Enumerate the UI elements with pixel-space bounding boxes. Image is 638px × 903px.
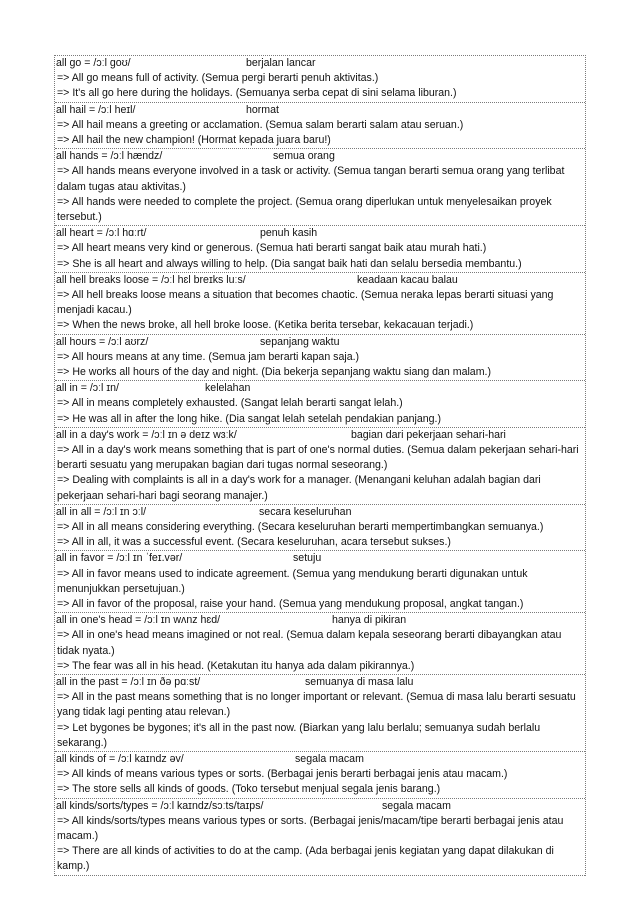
idiom-header (55, 675, 585, 690)
idiom-entry (55, 752, 585, 799)
idiom-example: => When the news broke, all hell broke loose. (Ketika berita tersebar, kekacauan terjadi.) (57, 319, 474, 332)
idiom-term: all in the past = /ɔːl ɪn ðə pɑːst/ (56, 675, 201, 688)
idiom-term: all hands = /ɔːl hændz/ (56, 150, 163, 163)
idiom-term: all in one's head = /ɔːl ɪn wʌnz hɛd/ (56, 614, 221, 627)
idiom-example: => All in all, it was a successful event. (Secara keseluruhan, acara tersebut sukses.) (57, 536, 451, 549)
idiom-term: all kinds/sorts/types = /ɔːl kaɪndz/sɔːts/taɪps/ (56, 799, 264, 812)
idiom-term: all kinds of = /ɔːl kaɪndz əv/ (56, 752, 184, 765)
idiom-entry (55, 675, 585, 752)
idiom-header (55, 428, 585, 443)
idiom-entry (55, 335, 585, 382)
idiom-entry (55, 551, 585, 613)
idiom-meaning: kelelahan (205, 382, 251, 395)
idiom-meaning: semuanya di masa lalu (305, 675, 414, 688)
idiom-entry (55, 226, 585, 273)
idiom-meaning: keadaan kacau balau (357, 273, 458, 286)
idiom-entry (55, 149, 585, 226)
idiom-header (55, 149, 585, 164)
idiom-definition: => All go means full of activity. (Semua pergi berarti penuh aktivitas.) (57, 72, 379, 85)
idiom-definition: => All hands means everyone involved in a task or activity. (Semua tangan berarti semua orang yang terlibat dalam tugas atau aktivitas.) (57, 165, 565, 193)
idiom-example: => He works all hours of the day and night. (Dia bekerja sepanjang waktu siang dan malam.) (57, 365, 491, 378)
idiom-term: all in a day's work = /ɔːl ɪn ə deɪz wɜːk/ (56, 428, 237, 441)
idiom-example: => The store sells all kinds of goods. (Toko tersebut menjual segala jenis barang.) (57, 783, 441, 796)
idiom-entry (55, 428, 585, 505)
idiom-example: => It's all go here during the holidays. (Semuanya serba cepat di sini selama liburan.) (57, 87, 457, 100)
idiom-definition: => All hell breaks loose means a situation that becomes chaotic. (Semua neraka lepas berarti situasi yang menjadi kacau.) (57, 288, 554, 317)
idiom-meaning: penuh kasih (260, 227, 318, 240)
idiom-example: => All in favor of the proposal, raise your hand. (Semua yang mendukung proposal, angkat tangan.) (57, 597, 524, 610)
idiom-term: all in favor = /ɔːl ɪn ˈfeɪ.vər/ (56, 552, 183, 565)
idiom-entry (55, 613, 585, 675)
idiom-definition: => All in the past means something that is no longer important or relevant. (Semua di masa lalu berarti sesuatu yang tidak lagi penting atau relevan.) (57, 691, 576, 719)
idiom-definition: => All in all means considering everything. (Secara keseluruhan berarti mempertimbangkan semuanya.) (57, 520, 544, 533)
idiom-meaning: hormat (246, 103, 279, 116)
idiom-example: => There are all kinds of activities to do at the camp. (Ada berbagai jenis kegiatan yang dapat dilakukan di kamp.) (57, 845, 554, 873)
idiom-meaning: setuju (293, 552, 322, 565)
idiom-example: => Dealing with complaints is all in a day's work for a manager. (Menangani keluhan adalah bagian dari pekerjaan sehari-hari bagi seorang manajer.) (57, 474, 541, 502)
idiom-header (55, 505, 585, 520)
idiom-meaning: semua orang (273, 150, 335, 163)
idiom-meaning: bagian dari pekerjaan sehari-hari (351, 428, 506, 441)
idiom-header (55, 551, 585, 566)
idiom-term: all heart = /ɔːl hɑːrt/ (56, 227, 147, 240)
idiom-example: => He was all in after the long hike. (Dia sangat lelah setelah pendakian panjang.) (57, 412, 441, 425)
idiom-list (54, 55, 586, 876)
idiom-term: all in = /ɔːl ɪn/ (56, 382, 119, 395)
idiom-header (55, 752, 585, 767)
idiom-header (55, 799, 585, 814)
idiom-definition: => All in favor means used to indicate agreement. (Semua yang mendukung berarti digunakan untuk menunjukkan persetujuan.) (57, 567, 528, 595)
idiom-meaning: secara keseluruhan (259, 505, 352, 518)
idiom-term: all go = /ɔːl ɡoʊ/ (56, 57, 131, 69)
idiom-example: => All hail the new champion! (Hormat kepada juara baru!) (57, 133, 331, 146)
idiom-definition: => All hours means at any time. (Semua jam berarti kapan saja.) (57, 350, 360, 363)
idiom-header (55, 56, 585, 71)
idiom-header (55, 103, 585, 118)
idiom-definition: => All heart means very kind or generous. (Semua hati berarti sangat baik atau murah hati.) (57, 242, 487, 255)
idiom-header (55, 273, 585, 288)
idiom-example: => All hands were needed to complete the project. (Semua orang diperlukan untuk menyelesaikan proyek tersebut.) (57, 195, 552, 223)
idiom-entry (55, 273, 585, 335)
idiom-term: all hours = /ɔːl aʊrz/ (56, 335, 149, 348)
idiom-term: all hail = /ɔːl heɪl/ (56, 103, 136, 116)
idiom-example: => Let bygones be bygones; it's all in the past now. (Biarkan yang lalu berlalu; semuanya sudah berlalu sekarang.) (57, 721, 541, 749)
idiom-meaning: segala macam (295, 752, 364, 765)
idiom-term: all in all = /ɔːl ɪn ɔːl/ (56, 505, 147, 518)
idiom-meaning: sepanjang waktu (260, 335, 340, 348)
idiom-definition: => All in means completely exhausted. (Sangat lelah berarti sangat lelah.) (57, 397, 403, 410)
idiom-definition: => All kinds of means various types or sorts. (Berbagai jenis berarti berbagai jenis atau macam.) (57, 768, 508, 781)
idiom-example: => She is all heart and always willing to help. (Dia sangat baik hati dan selalu bersedia membantu.) (57, 257, 522, 270)
idiom-header (55, 335, 585, 350)
idiom-entry (55, 799, 585, 876)
idiom-header (55, 613, 585, 628)
idiom-definition: => All in one's head means imagined or not real. (Semua dalam kepala seseorang berarti dibayangkan atau tidak nyata.) (57, 629, 562, 657)
idiom-entry (55, 103, 585, 150)
idiom-definition: => All kinds/sorts/types means various types or sorts. (Berbagai jenis/macam/tipe berarti berbagai jenis atau macam.) (57, 814, 564, 842)
idiom-term: all hell breaks loose = /ɔːl hɛl breɪks luːs/ (56, 273, 246, 286)
idiom-entry (55, 381, 585, 428)
idiom-meaning: segala macam (382, 799, 451, 812)
idiom-example: => The fear was all in his head. (Ketakutan itu hanya ada dalam pikirannya.) (57, 659, 415, 672)
idiom-definition: => All hail means a greeting or acclamation. (Semua salam berarti salam atau seruan.) (57, 118, 464, 131)
idiom-entry (55, 505, 585, 552)
idiom-meaning: hanya di pikiran (332, 614, 407, 627)
idiom-definition: => All in a day's work means something that is part of one's normal duties. (Semua dalam pekerjaan sehari-hari berarti sesuatu yang merupakan bagian dari tugas normal seseorang.) (57, 443, 579, 472)
idiom-meaning: berjalan lancar (246, 57, 316, 69)
idiom-entry (55, 56, 585, 103)
idiom-header (55, 226, 585, 241)
idiom-header (55, 381, 585, 396)
